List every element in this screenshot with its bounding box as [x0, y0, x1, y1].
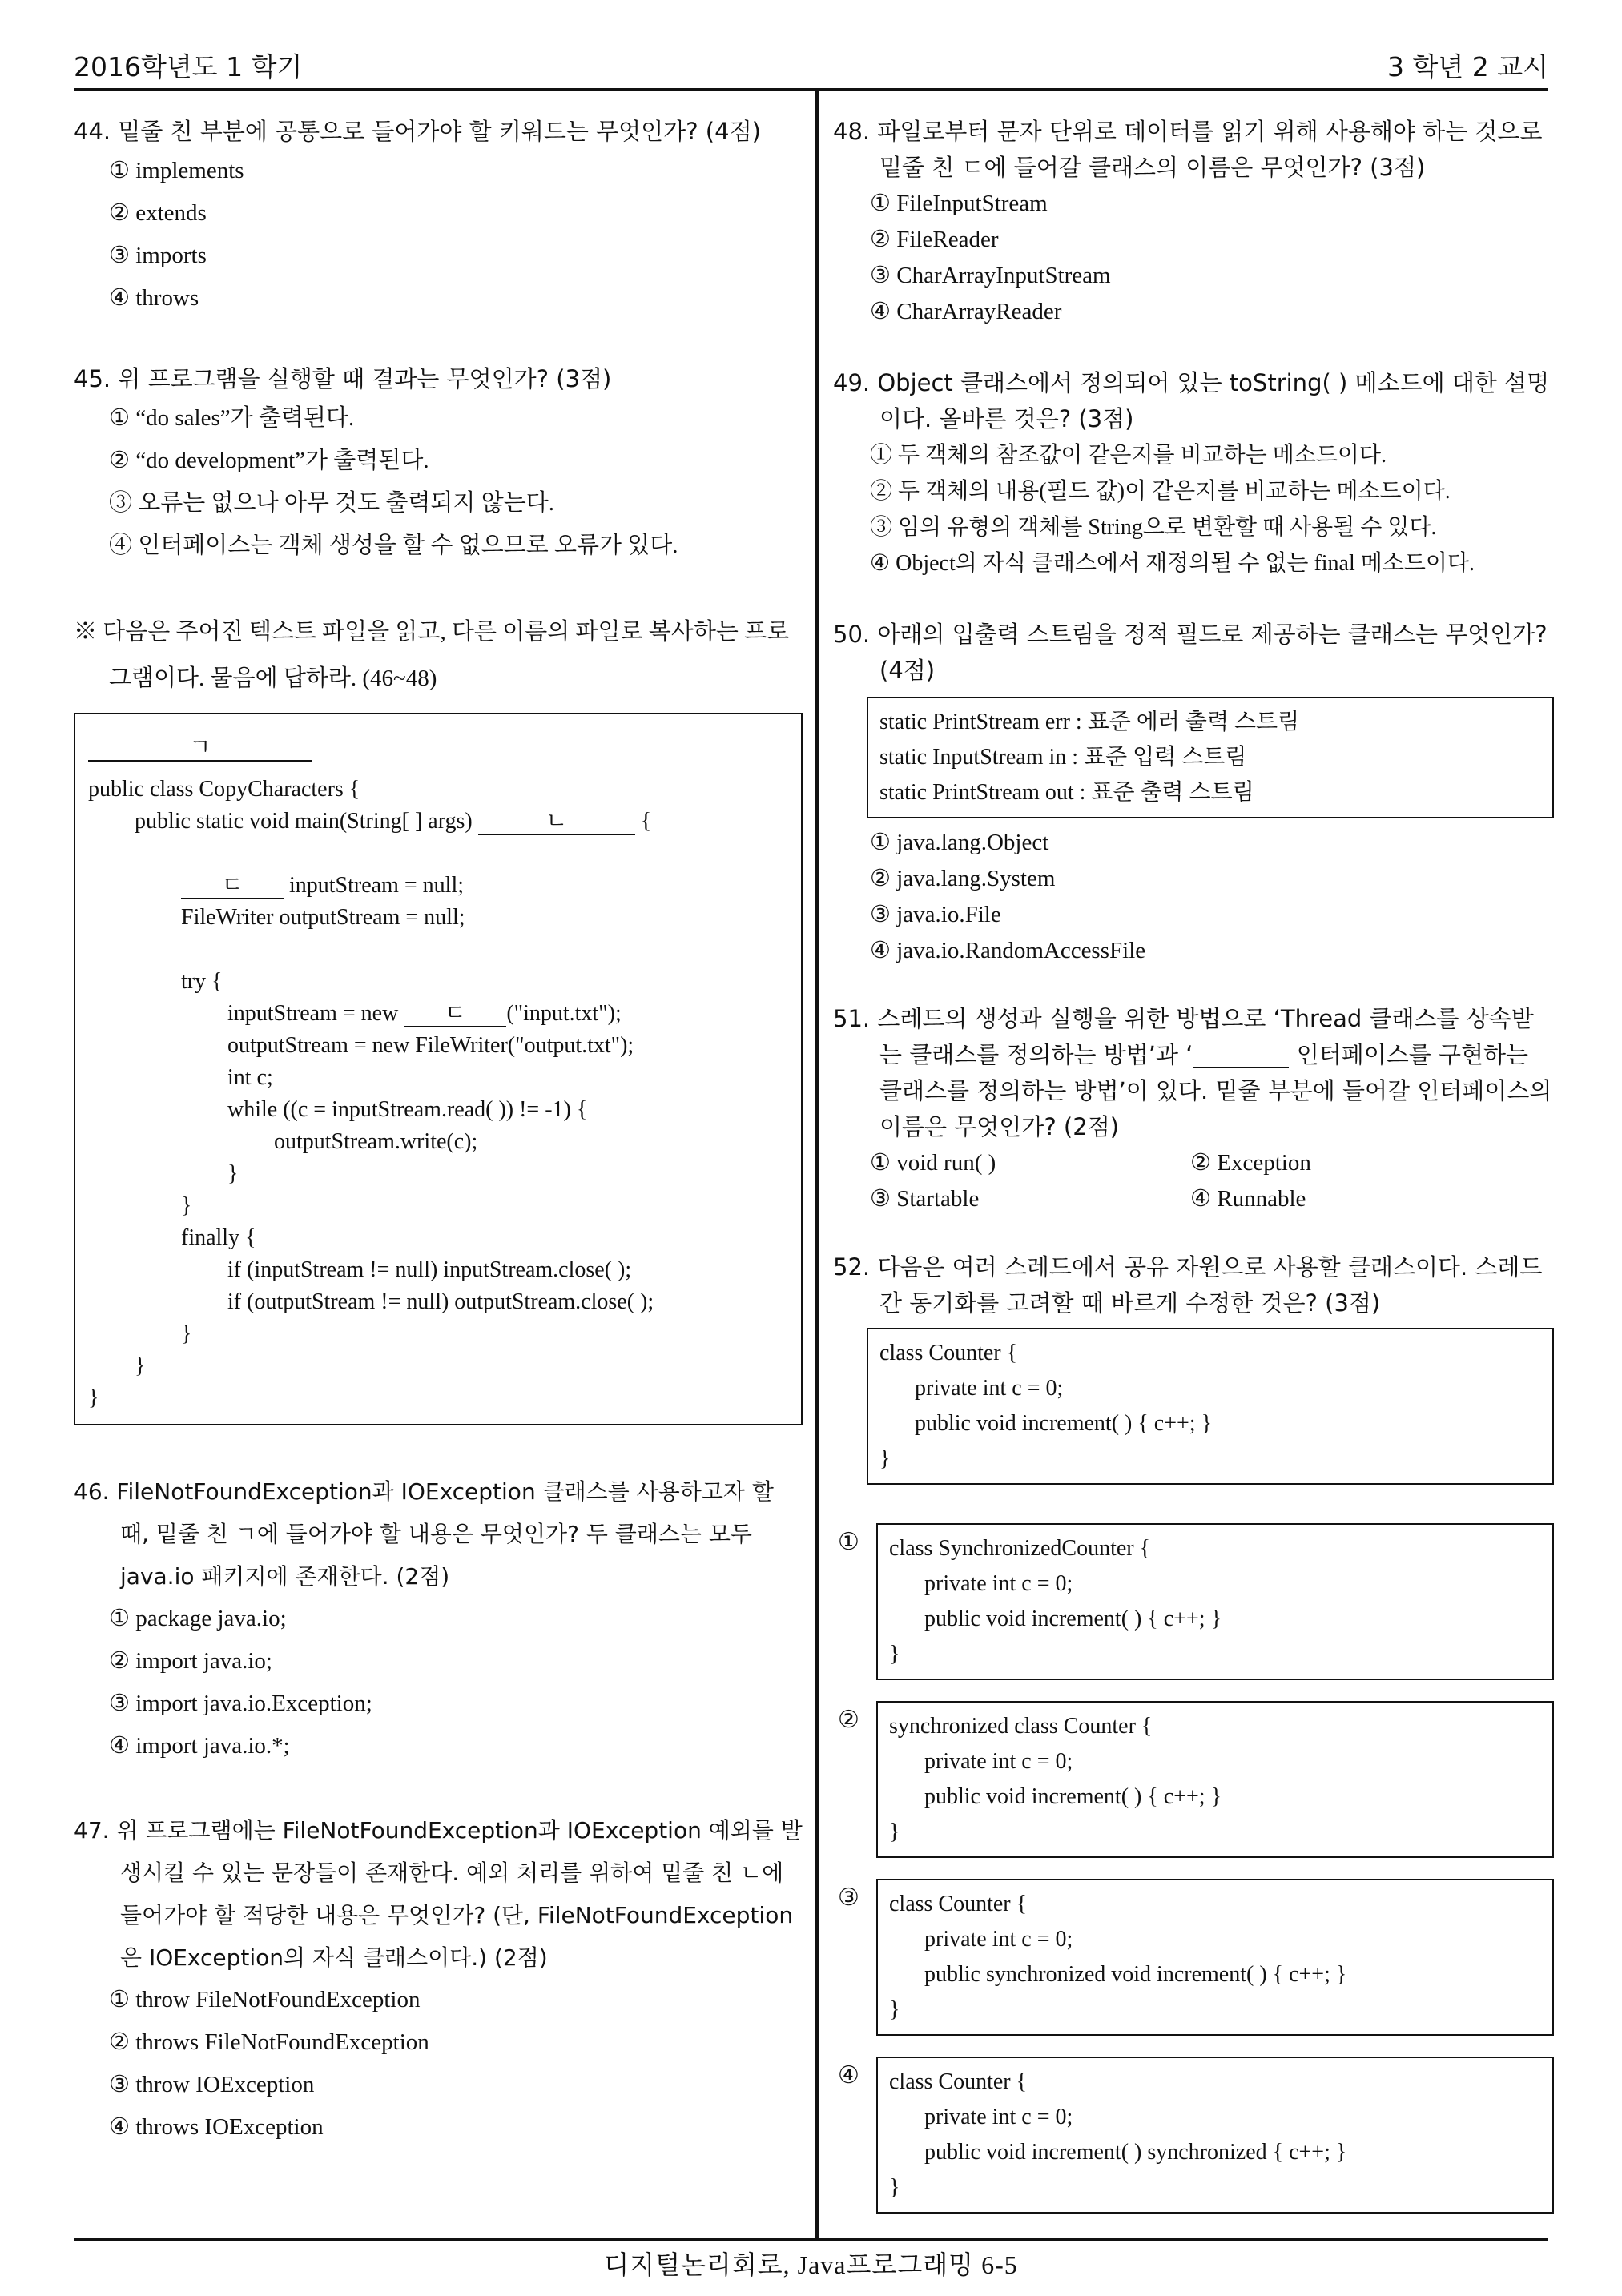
question-44-stem: 44. 밑줄 친 부분에 공통으로 들어가야 할 키워드는 무엇인가? (4점) — [74, 118, 761, 145]
code-line: while ((c = inputStream.read( )) != -1) { — [227, 1097, 588, 1122]
code-line: } — [889, 1820, 900, 1844]
code-line: private int c = 0; — [924, 1927, 1073, 1952]
option-marker: ① — [838, 1529, 859, 1555]
q49-option-4: ④ Object의 자식 클래스에서 재정의될 수 없는 final 메소드이다. — [870, 551, 1475, 576]
q46-option-3: ③ import java.io.Exception; — [109, 1691, 372, 1716]
q47-option-1: ① throw FileNotFoundException — [109, 1987, 421, 2013]
q46-option-4: ④ import java.io.*; — [109, 1733, 290, 1759]
blank-c-2: ㄷ — [404, 1002, 506, 1027]
code-line: } — [889, 1997, 900, 2022]
question-48-stem: 48. 파일로부터 문자 단위로 데이터를 읽기 위해 사용해야 하는 것으로 밑줄 친 ㄷ에 들어갈 클래스의 이름은 무엇인가? (3점) — [833, 118, 1543, 181]
q52-option-1-code — [876, 1523, 1554, 1680]
code-line: } — [889, 1642, 900, 1667]
blank-a: ㄱ — [88, 736, 312, 762]
code-line — [88, 806, 788, 838]
code-line: private int c = 0; — [915, 1376, 1064, 1401]
code-line: try { — [181, 969, 223, 994]
q50-stream-box — [867, 697, 1554, 818]
q52-option-3 — [833, 1879, 1554, 2036]
option-marker: ④ — [838, 2062, 859, 2089]
q52-option-2-code — [876, 1701, 1554, 1858]
question-44 — [74, 114, 803, 320]
code-line — [88, 870, 788, 902]
q47-option-3: ③ throw IOException — [109, 2072, 315, 2097]
code-line: } — [135, 1353, 146, 1378]
code-line: int c; — [227, 1065, 273, 1090]
code-line: synchronized class Counter { — [889, 1714, 1153, 1739]
header-left: 2016학년도 1 학기 — [74, 51, 303, 82]
question-52-stem: 52. 다음은 여러 스레드에서 공유 자원으로 사용할 클래스이다. 스레드 간 동기화를 고려할 때 바르게 수정한 것은? (3점) — [833, 1253, 1543, 1317]
question-48 — [833, 114, 1554, 330]
question-47-stem: 47. 위 프로그램에는 FileNotFoundException과 IOException 예외를 발생시킬 수 있는 문장들이 존재한다. 예외 처리를 위하여 밑줄 친 ㄴ에 들어가야 할 적당한 내용은 무엇인가? (단, FileNotFoundException 은 IOException의 자식 클래스이다.) (2점) — [74, 1817, 803, 1971]
code-line: finally { — [181, 1225, 256, 1250]
code-text: inputStream = null; — [289, 873, 464, 898]
q45-option-1: ① “do sales”가 출력된다. — [109, 405, 355, 431]
question-46 — [74, 1470, 803, 1767]
q51-options — [833, 1145, 1554, 1217]
code-line: private int c = 0; — [924, 1571, 1073, 1596]
q45-option-4: ④ 인터페이스는 객체 생성을 할 수 없으므로 오류가 있다. — [109, 533, 678, 558]
q47-option-2: ② throws FileNotFoundException — [109, 2029, 429, 2055]
code-text: ("input.txt"); — [506, 1001, 622, 1026]
code-line: class Counter { — [879, 1341, 1018, 1365]
q48-option-4: ④ CharArrayReader — [870, 299, 1062, 324]
code-line: } — [227, 1161, 239, 1186]
q44-option-1: ① implements — [109, 158, 244, 183]
code-line: public class CopyCharacters { — [88, 777, 360, 802]
left-column — [74, 114, 803, 2190]
option-marker: ③ — [838, 1884, 859, 1911]
blank-c: ㄷ — [181, 874, 284, 899]
q50-option-1: ① java.lang.Object — [870, 830, 1049, 855]
q49-option-2: ② 두 객체의 내용(필드 값)이 같은지를 비교하는 메소드이다. — [870, 479, 1451, 504]
q51-blank — [1193, 1043, 1289, 1068]
stream-line: static PrintStream out : 표준 출력 스트림 — [879, 780, 1254, 805]
code-line — [88, 998, 788, 1030]
q52-option-3-code — [876, 1879, 1554, 2036]
code-line: class SynchronizedCounter { — [889, 1536, 1151, 1561]
q49-option-3: ③ 임의 유형의 객체를 String으로 변환할 때 사용될 수 있다. — [870, 515, 1437, 540]
q44-option-2: ② extends — [109, 200, 207, 226]
code-line: outputStream = new FileWriter("output.txt"); — [227, 1033, 634, 1058]
question-45 — [74, 361, 803, 567]
blank-b: ㄴ — [478, 810, 635, 835]
code-line: private int c = 0; — [924, 2105, 1073, 2129]
q52-option-4 — [833, 2057, 1554, 2214]
header-right: 3 학년 2 교시 — [1387, 51, 1548, 82]
stream-line: static PrintStream err : 표준 에러 출력 스트림 — [879, 710, 1300, 734]
q51-option-2: ② Exception — [1190, 1150, 1311, 1176]
code-line: if (inputStream != null) inputStream.close( ); — [227, 1257, 632, 1282]
code-line: public void increment( ) synchronized { c++; } — [924, 2140, 1347, 2165]
question-46-stem: 46. FileNotFoundException과 IOException 클래스를 사용하고자 할 때, 밑줄 친 ㄱ에 들어가야 할 내용은 무엇인가? 두 클래스는 모두 java.io 패키지에 존재한다. (2점) — [74, 1478, 774, 1590]
q52-option-2 — [833, 1701, 1554, 1858]
code-line: } — [879, 1446, 891, 1471]
q48-option-1: ① FileInputStream — [870, 191, 1048, 216]
stream-line: static InputStream in : 표준 입력 스트림 — [879, 745, 1247, 770]
q50-option-2: ② java.lang.System — [870, 866, 1056, 891]
q47-option-4: ④ throws IOException — [109, 2114, 324, 2140]
q45-option-2: ② “do development”가 출력된다. — [109, 448, 429, 473]
q44-option-4: ④ throws — [109, 285, 199, 311]
code-text: public static void main(String[ ] args) — [135, 809, 473, 834]
code-line: public void increment( ) { c++; } — [924, 1784, 1222, 1809]
q51-option-4: ④ Runnable — [1190, 1186, 1306, 1212]
code-line: if (outputStream != null) outputStream.close( ); — [227, 1289, 654, 1314]
code-text: inputStream = new — [227, 1001, 399, 1026]
code-line: public synchronized void increment( ) { c++; } — [924, 1962, 1347, 1987]
code-line: } — [889, 2175, 900, 2200]
question-51-stem — [833, 1001, 1554, 1145]
q51-stem-part-2: 인터페이스를 구현하는 클래스를 정의하는 방법’이 있다. 밑줄 부분에 들어갈 인터페이스의 이름은 무엇인가? (2점) — [879, 1041, 1552, 1140]
page-footer: 디지털논리회로, Java프로그래밍 6-5 — [604, 2250, 1018, 2279]
passage-note: ※ 다음은 주어진 텍스트 파일을 읽고, 다른 이름의 파일로 복사하는 프로그램이다. 물음에 답하라. (46~48) — [74, 619, 790, 691]
q50-option-4: ④ java.io.RandomAccessFile — [870, 938, 1146, 963]
q52-option-1 — [833, 1523, 1554, 1680]
code-line: public void increment( ) { c++; } — [924, 1606, 1222, 1631]
code-line: class Counter { — [889, 2069, 1028, 2094]
q52-option-4-code — [876, 2057, 1554, 2214]
question-50 — [833, 617, 1554, 969]
question-50-stem: 50. 아래의 입출력 스트림을 정적 필드로 제공하는 클래스는 무엇인가? (4점) — [833, 621, 1548, 684]
q44-option-3: ③ imports — [109, 243, 207, 268]
code-line: outputStream.write(c); — [274, 1129, 478, 1154]
code-line: } — [181, 1193, 192, 1218]
code-line: public void increment( ) { c++; } — [915, 1411, 1213, 1436]
code-line: private int c = 0; — [924, 1749, 1073, 1774]
q51-stem-part-1: 51. 스레드의 생성과 실행을 위한 방법으로 ‘Thread 클래스를 상속받는 클래스를 정의하는 방법’과 ‘ — [833, 1005, 1534, 1068]
code-line: } — [181, 1321, 192, 1346]
question-51 — [833, 1001, 1554, 1217]
column-divider — [815, 90, 819, 2238]
question-45-stem: 45. 위 프로그램을 실행할 때 결과는 무엇인가? (3점) — [74, 365, 612, 392]
q46-option-1: ① package java.io; — [109, 1606, 287, 1631]
header-rule — [74, 88, 1548, 91]
code-listing — [74, 713, 803, 1425]
q48-option-2: ② FileReader — [870, 227, 999, 252]
question-52 — [833, 1249, 1554, 2214]
q51-option-1: ① void run( ) — [870, 1150, 996, 1176]
right-column — [833, 114, 1554, 2255]
code-line: class Counter { — [889, 1892, 1028, 1916]
footer-rule — [74, 2238, 1548, 2241]
q49-option-1: ① 두 객체의 참조값이 같은지를 비교하는 메소드이다. — [870, 443, 1387, 468]
q45-option-3: ③ 오류는 없으나 아무 것도 출력되지 않는다. — [109, 490, 554, 516]
q48-option-3: ③ CharArrayInputStream — [870, 263, 1111, 288]
question-49-stem: 49. Object 클래스에서 정의되어 있는 toString( ) 메소드에 대한 설명이다. 올바른 것은? (3점) — [833, 369, 1550, 432]
q46-option-2: ② import java.io; — [109, 1648, 272, 1674]
option-marker: ② — [838, 1707, 859, 1733]
code-line: } — [88, 1385, 99, 1410]
question-49 — [833, 365, 1554, 581]
code-text: { — [640, 809, 652, 834]
q52-code-box — [867, 1328, 1554, 1485]
q50-option-3: ③ java.io.File — [870, 902, 1001, 927]
code-line: FileWriter outputStream = null; — [181, 905, 465, 930]
question-47 — [74, 1809, 803, 2149]
q51-option-3: ③ Startable — [870, 1186, 980, 1212]
